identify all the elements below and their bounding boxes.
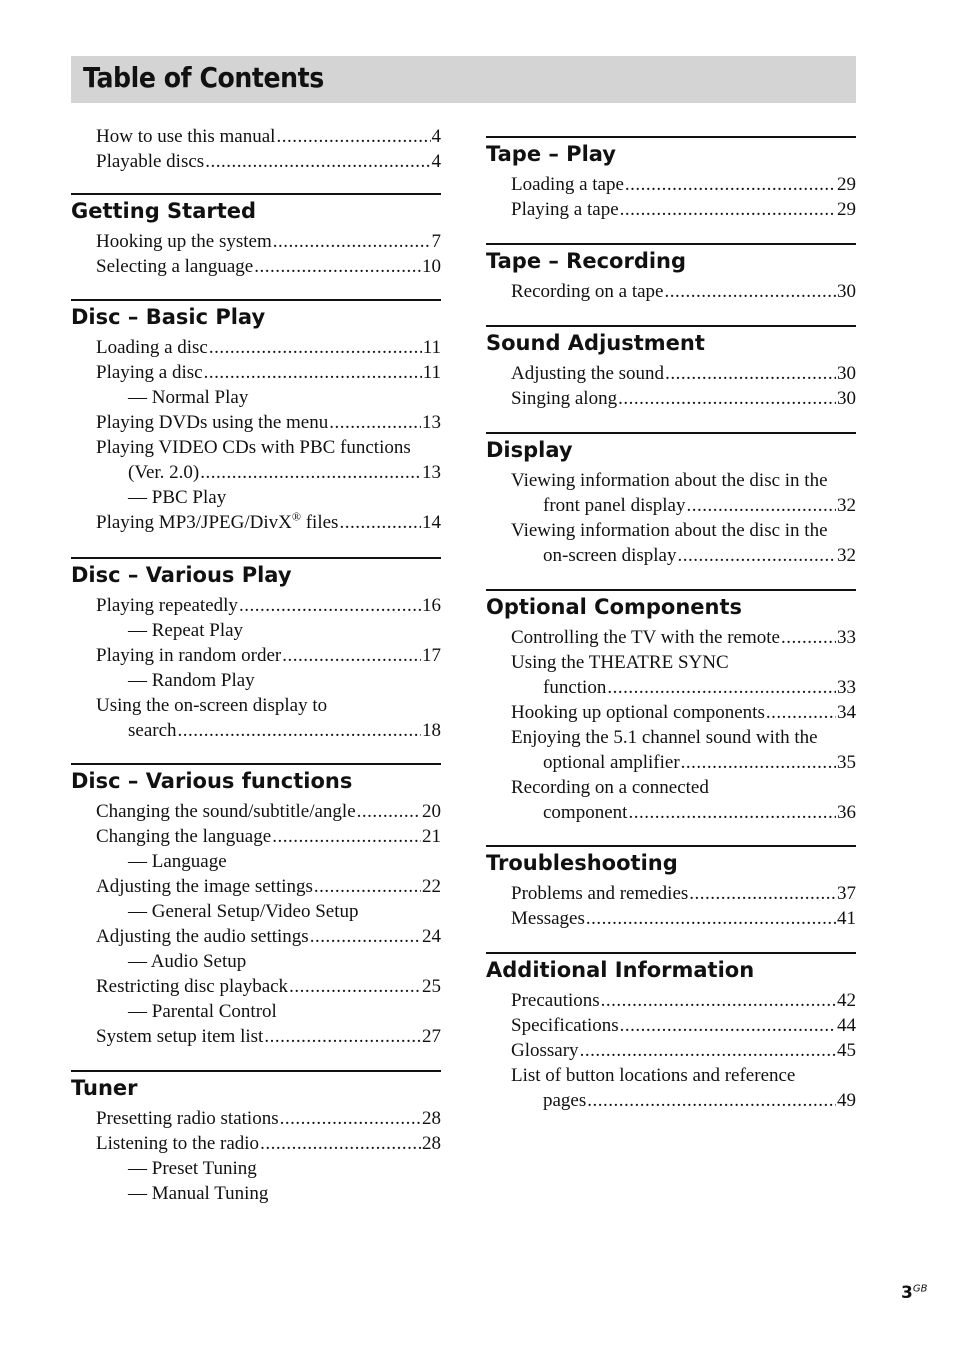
toc-entry[interactable]: [486, 518, 856, 543]
toc-entry[interactable]: [486, 625, 856, 650]
toc-entry-title: Playing MP3/JPEG/DivX® files: [96, 509, 339, 533]
dot-leader: [587, 1088, 836, 1113]
toc-entry-page: 34: [837, 702, 856, 723]
section-divider: [486, 589, 856, 591]
toc-entry-title: — Normal Play: [128, 387, 249, 408]
toc-entry-title: on-screen display: [543, 545, 677, 566]
dot-leader: [689, 881, 836, 906]
toc-entry-page: 32: [837, 545, 856, 566]
dot-leader: [178, 718, 421, 743]
section-entries: [486, 361, 856, 411]
dot-leader: [580, 1038, 836, 1063]
toc-entry[interactable]: [71, 799, 441, 824]
toc-entry-title: Selecting a language: [96, 256, 254, 277]
toc-entry-title: Playing a disc: [96, 362, 203, 383]
toc-entry[interactable]: [71, 1156, 441, 1181]
toc-entry[interactable]: [486, 279, 856, 304]
toc-entry[interactable]: [486, 675, 856, 700]
toc-entry[interactable]: [71, 1181, 441, 1206]
toc-entry[interactable]: [71, 410, 441, 435]
toc-entry[interactable]: [486, 725, 856, 750]
section-entries: [486, 881, 856, 931]
toc-entry-title: optional amplifier: [543, 752, 680, 773]
section-heading: Tape – Play: [486, 142, 616, 166]
toc-entry-title: Loading a tape: [511, 174, 624, 195]
dot-leader: [677, 543, 836, 568]
dot-leader: [239, 593, 421, 618]
toc-entry-page: 11: [422, 337, 441, 358]
section-divider: [486, 432, 856, 434]
toc-entry[interactable]: [486, 700, 856, 725]
toc-entry-title: — Repeat Play: [128, 620, 244, 641]
page-title: Table of Contents: [83, 61, 324, 94]
dot-leader: [628, 800, 836, 825]
section-heading: Getting Started: [71, 199, 257, 223]
toc-entry-page: 25: [422, 976, 441, 997]
toc-entry-title: Changing the sound/subtitle/angle: [96, 801, 356, 822]
toc-entry-page: 24: [422, 926, 441, 947]
toc-section: [71, 557, 441, 743]
toc-entry[interactable]: [486, 800, 856, 825]
toc-entry-title: Playable discs: [96, 151, 205, 172]
toc-entry[interactable]: [486, 1013, 856, 1038]
toc-entry-title: — Parental Control: [128, 1001, 277, 1022]
toc-entry-title: Changing the language: [96, 826, 272, 847]
toc-entry[interactable]: [486, 650, 856, 675]
dot-leader: [314, 874, 421, 899]
section-heading: Disc – Basic Play: [71, 305, 266, 329]
toc-entry-title: Messages: [511, 908, 585, 929]
toc-entry-page: 49: [837, 1090, 856, 1111]
toc-section: [486, 432, 856, 568]
dot-leader: [205, 149, 430, 174]
section-heading: Display: [486, 438, 573, 462]
toc-section: [486, 952, 856, 1113]
toc-entry[interactable]: [486, 493, 856, 518]
toc-section: [486, 325, 856, 411]
toc-entry-page: 36: [837, 802, 856, 823]
toc-entry-page: 44: [837, 1015, 856, 1036]
dot-leader: [273, 229, 431, 254]
toc-entry[interactable]: [71, 874, 441, 899]
dot-leader: [665, 361, 836, 386]
toc-entry[interactable]: [71, 693, 441, 718]
toc-entry[interactable]: [486, 468, 856, 493]
section-entries: [71, 593, 441, 743]
toc-entry-title: Problems and remedies: [511, 883, 689, 904]
toc-section: [486, 589, 856, 825]
dot-leader: [357, 799, 421, 824]
dot-leader: [272, 824, 421, 849]
toc-entry-title: Playing a tape: [511, 199, 619, 220]
toc-entry-page: 20: [422, 801, 441, 822]
section-entries: [486, 625, 856, 825]
toc-entry-title: Viewing information about the disc in the: [511, 520, 828, 541]
toc-entry-title: Controlling the TV with the remote: [511, 627, 780, 648]
section-heading: Sound Adjustment: [486, 331, 705, 355]
toc-entry[interactable]: [71, 124, 441, 149]
toc-entry-page: 32: [837, 495, 856, 516]
toc-entry[interactable]: [71, 999, 441, 1024]
toc-entry[interactable]: [486, 750, 856, 775]
toc-entry-page: 28: [422, 1133, 441, 1154]
toc-entry[interactable]: [71, 335, 441, 360]
dot-leader: [607, 675, 836, 700]
toc-entry-title: Specifications: [511, 1015, 619, 1036]
toc-entry[interactable]: [71, 593, 441, 618]
toc-entry-title: — PBC Play: [128, 487, 227, 508]
toc-entry-title: pages: [543, 1090, 587, 1111]
section-heading: Troubleshooting: [486, 851, 678, 875]
section-divider: [486, 243, 856, 245]
toc-entry[interactable]: [71, 435, 441, 460]
section-entries: [486, 172, 856, 222]
section-entries: [71, 229, 441, 279]
section-heading: Tuner: [71, 1076, 138, 1100]
section-divider: [71, 193, 441, 195]
toc-entry-title: List of button locations and reference: [511, 1065, 796, 1086]
toc-entry[interactable]: [486, 361, 856, 386]
toc-entry[interactable]: [486, 197, 856, 222]
toc-entry-page: 29: [837, 199, 856, 220]
dot-leader: [289, 974, 421, 999]
section-divider: [71, 1070, 441, 1072]
dot-leader: [276, 124, 430, 149]
toc-entry-title: Glossary: [511, 1040, 579, 1061]
section-entries: [486, 468, 856, 568]
toc-entry-page: 13: [422, 462, 441, 483]
page-number-suffix: GB: [912, 1283, 928, 1295]
toc-entry-page: 16: [422, 595, 441, 616]
toc-entry-title: Playing DVDs using the menu: [96, 412, 329, 433]
toc-entry-title: — Manual Tuning: [128, 1183, 269, 1204]
page-number-value: 3: [901, 1283, 913, 1303]
dot-leader: [209, 335, 422, 360]
dot-leader: [586, 906, 836, 931]
toc-entry-title: Precautions: [511, 990, 600, 1011]
toc-entry-title: — Random Play: [128, 670, 255, 691]
toc-entry-title: front panel display: [543, 495, 686, 516]
toc-section: [486, 845, 856, 931]
section-divider: [486, 325, 856, 327]
toc-entry-title: (Ver. 2.0): [128, 462, 200, 483]
toc-entry-title: Playing VIDEO CDs with PBC functions: [96, 437, 411, 458]
toc-entry-page: 14: [422, 512, 441, 533]
toc-section: [71, 1070, 441, 1206]
section-divider: [486, 952, 856, 954]
dot-leader: [618, 386, 836, 411]
toc-entry[interactable]: [486, 1063, 856, 1088]
section-entries: [71, 335, 441, 535]
toc-entry[interactable]: [486, 543, 856, 568]
toc-entry-title: — Preset Tuning: [128, 1158, 257, 1179]
toc-entry[interactable]: [71, 229, 441, 254]
toc-entry[interactable]: [486, 172, 856, 197]
toc-entry-page: 13: [422, 412, 441, 433]
toc-entry-page: 29: [837, 174, 856, 195]
dot-leader: [766, 700, 836, 725]
toc-entry-page: 17: [422, 645, 441, 666]
toc-entry-title: search: [128, 720, 177, 741]
toc-entry-page: 21: [422, 826, 441, 847]
section-heading: Disc – Various functions: [71, 769, 353, 793]
toc-entry[interactable]: [486, 988, 856, 1013]
toc-entry-title: component: [543, 802, 628, 823]
toc-entry-title: System setup item list: [96, 1026, 264, 1047]
toc-entry-title: Hooking up optional components: [511, 702, 765, 723]
toc-entry-title: Using the on-screen display to: [96, 695, 328, 716]
toc-entry-page: 30: [837, 388, 856, 409]
toc-entry[interactable]: [71, 485, 441, 510]
toc-entry[interactable]: [71, 1024, 441, 1049]
section-entries: [71, 1106, 441, 1206]
toc-entry-title: Singing along: [511, 388, 618, 409]
toc-entry-title: Adjusting the sound: [511, 363, 665, 384]
section-divider: [486, 136, 856, 138]
toc-entry-title: Enjoying the 5.1 channel sound with the: [511, 727, 818, 748]
toc-entry-page: 4: [431, 126, 441, 147]
section-heading: Optional Components: [486, 595, 743, 619]
toc-entry-page: 33: [837, 627, 856, 648]
dot-leader: [329, 410, 421, 435]
page-number: [901, 1283, 927, 1303]
toc-entry[interactable]: [71, 1131, 441, 1156]
intro-entries: [71, 124, 441, 174]
toc-entry[interactable]: [71, 668, 441, 693]
dot-leader: [339, 510, 421, 535]
toc-entry-title: — Audio Setup: [128, 951, 247, 972]
dot-leader: [310, 924, 421, 949]
toc-entry[interactable]: [71, 949, 441, 974]
toc-entry[interactable]: [71, 824, 441, 849]
toc-section: [486, 136, 856, 222]
toc-entry-title: How to use this manual: [96, 126, 276, 147]
toc-entry-page: 18: [422, 720, 441, 741]
toc-entry[interactable]: [486, 775, 856, 800]
toc-entry-page: 10: [422, 256, 441, 277]
toc-entry-page: 4: [431, 151, 441, 172]
toc-entry-title: Playing repeatedly: [96, 595, 238, 616]
toc-entry-title: Viewing information about the disc in the: [511, 470, 828, 491]
toc-entry[interactable]: [71, 1106, 441, 1131]
dot-leader: [620, 197, 836, 222]
section-entries: [486, 988, 856, 1113]
dot-leader: [681, 750, 836, 775]
section-divider: [71, 557, 441, 559]
section-entries: [486, 279, 856, 304]
toc-section: [71, 299, 441, 535]
toc-entry-title: — Language: [128, 851, 227, 872]
toc-entry-page: 28: [422, 1108, 441, 1129]
toc-entry-title: Adjusting the image settings: [96, 876, 313, 897]
toc-entry-page: 11: [422, 362, 441, 383]
toc-entry-page: 30: [837, 281, 856, 302]
toc-entry-page: 27: [422, 1026, 441, 1047]
section-divider: [486, 845, 856, 847]
section-heading: Disc – Various Play: [71, 563, 292, 587]
toc-entry-title: — General Setup/Video Setup: [128, 901, 359, 922]
dot-leader: [625, 172, 836, 197]
toc-entry-title: Adjusting the audio settings: [96, 926, 309, 947]
toc-section: [486, 243, 856, 304]
toc-entry-page: 30: [837, 363, 856, 384]
dot-leader: [260, 1131, 421, 1156]
toc-entry[interactable]: [71, 385, 441, 410]
dot-leader: [282, 643, 421, 668]
toc-entry[interactable]: [71, 510, 441, 535]
toc-entry-title: Loading a disc: [96, 337, 208, 358]
section-entries: [71, 799, 441, 1049]
dot-leader: [620, 1013, 836, 1038]
toc-entry-title: Playing in random order: [96, 645, 282, 666]
toc-entry[interactable]: [71, 643, 441, 668]
dot-leader: [264, 1024, 421, 1049]
toc-entry-title: Recording on a connected: [511, 777, 709, 798]
dot-leader: [204, 360, 422, 385]
toc-entry-title: Using the THEATRE SYNC: [511, 652, 729, 673]
dot-leader: [601, 988, 836, 1013]
toc-entry-page: 35: [837, 752, 856, 773]
toc-entry-title: Recording on a tape: [511, 281, 664, 302]
toc-entry-title: function: [543, 677, 607, 698]
dot-leader: [280, 1106, 421, 1131]
dot-leader: [254, 254, 421, 279]
toc-entry-page: 41: [837, 908, 856, 929]
toc-entry-title: Presetting radio stations: [96, 1108, 279, 1129]
dot-leader: [686, 493, 836, 518]
toc-entry[interactable]: [71, 974, 441, 999]
toc-entry[interactable]: [71, 924, 441, 949]
dot-leader: [781, 625, 836, 650]
toc-entry[interactable]: [71, 849, 441, 874]
toc-entry[interactable]: [486, 906, 856, 931]
section-heading: Additional Information: [486, 958, 755, 982]
toc-entry-page: 33: [837, 677, 856, 698]
toc-entry-page: 22: [422, 876, 441, 897]
section-divider: [71, 299, 441, 301]
toc-section: [71, 763, 441, 1049]
toc-entry-title: Hooking up the system: [96, 231, 272, 252]
toc-entry[interactable]: [486, 386, 856, 411]
toc-entry[interactable]: [486, 881, 856, 906]
toc-entry[interactable]: [486, 1088, 856, 1113]
toc-section: [71, 193, 441, 279]
toc-entry[interactable]: [71, 718, 441, 743]
toc-entry[interactable]: [71, 618, 441, 643]
toc-entry-page: 37: [837, 883, 856, 904]
section-divider: [71, 763, 441, 765]
title-bar: [71, 56, 856, 103]
toc-entry-page: 42: [837, 990, 856, 1011]
toc-entry[interactable]: [486, 1038, 856, 1063]
toc-entry-title: Restricting disc playback: [96, 976, 289, 997]
toc-entry[interactable]: [71, 254, 441, 279]
toc-entry[interactable]: [71, 149, 441, 174]
toc-entry[interactable]: [71, 460, 441, 485]
toc-entry-title: Listening to the radio: [96, 1133, 260, 1154]
dot-leader: [664, 279, 836, 304]
registered-mark: ®: [291, 509, 301, 524]
section-heading: Tape – Recording: [486, 249, 687, 273]
toc-entry-page: 45: [837, 1040, 856, 1061]
toc-entry-page: 7: [431, 231, 441, 252]
toc-entry[interactable]: [71, 360, 441, 385]
dot-leader: [200, 460, 421, 485]
toc-entry[interactable]: [71, 899, 441, 924]
